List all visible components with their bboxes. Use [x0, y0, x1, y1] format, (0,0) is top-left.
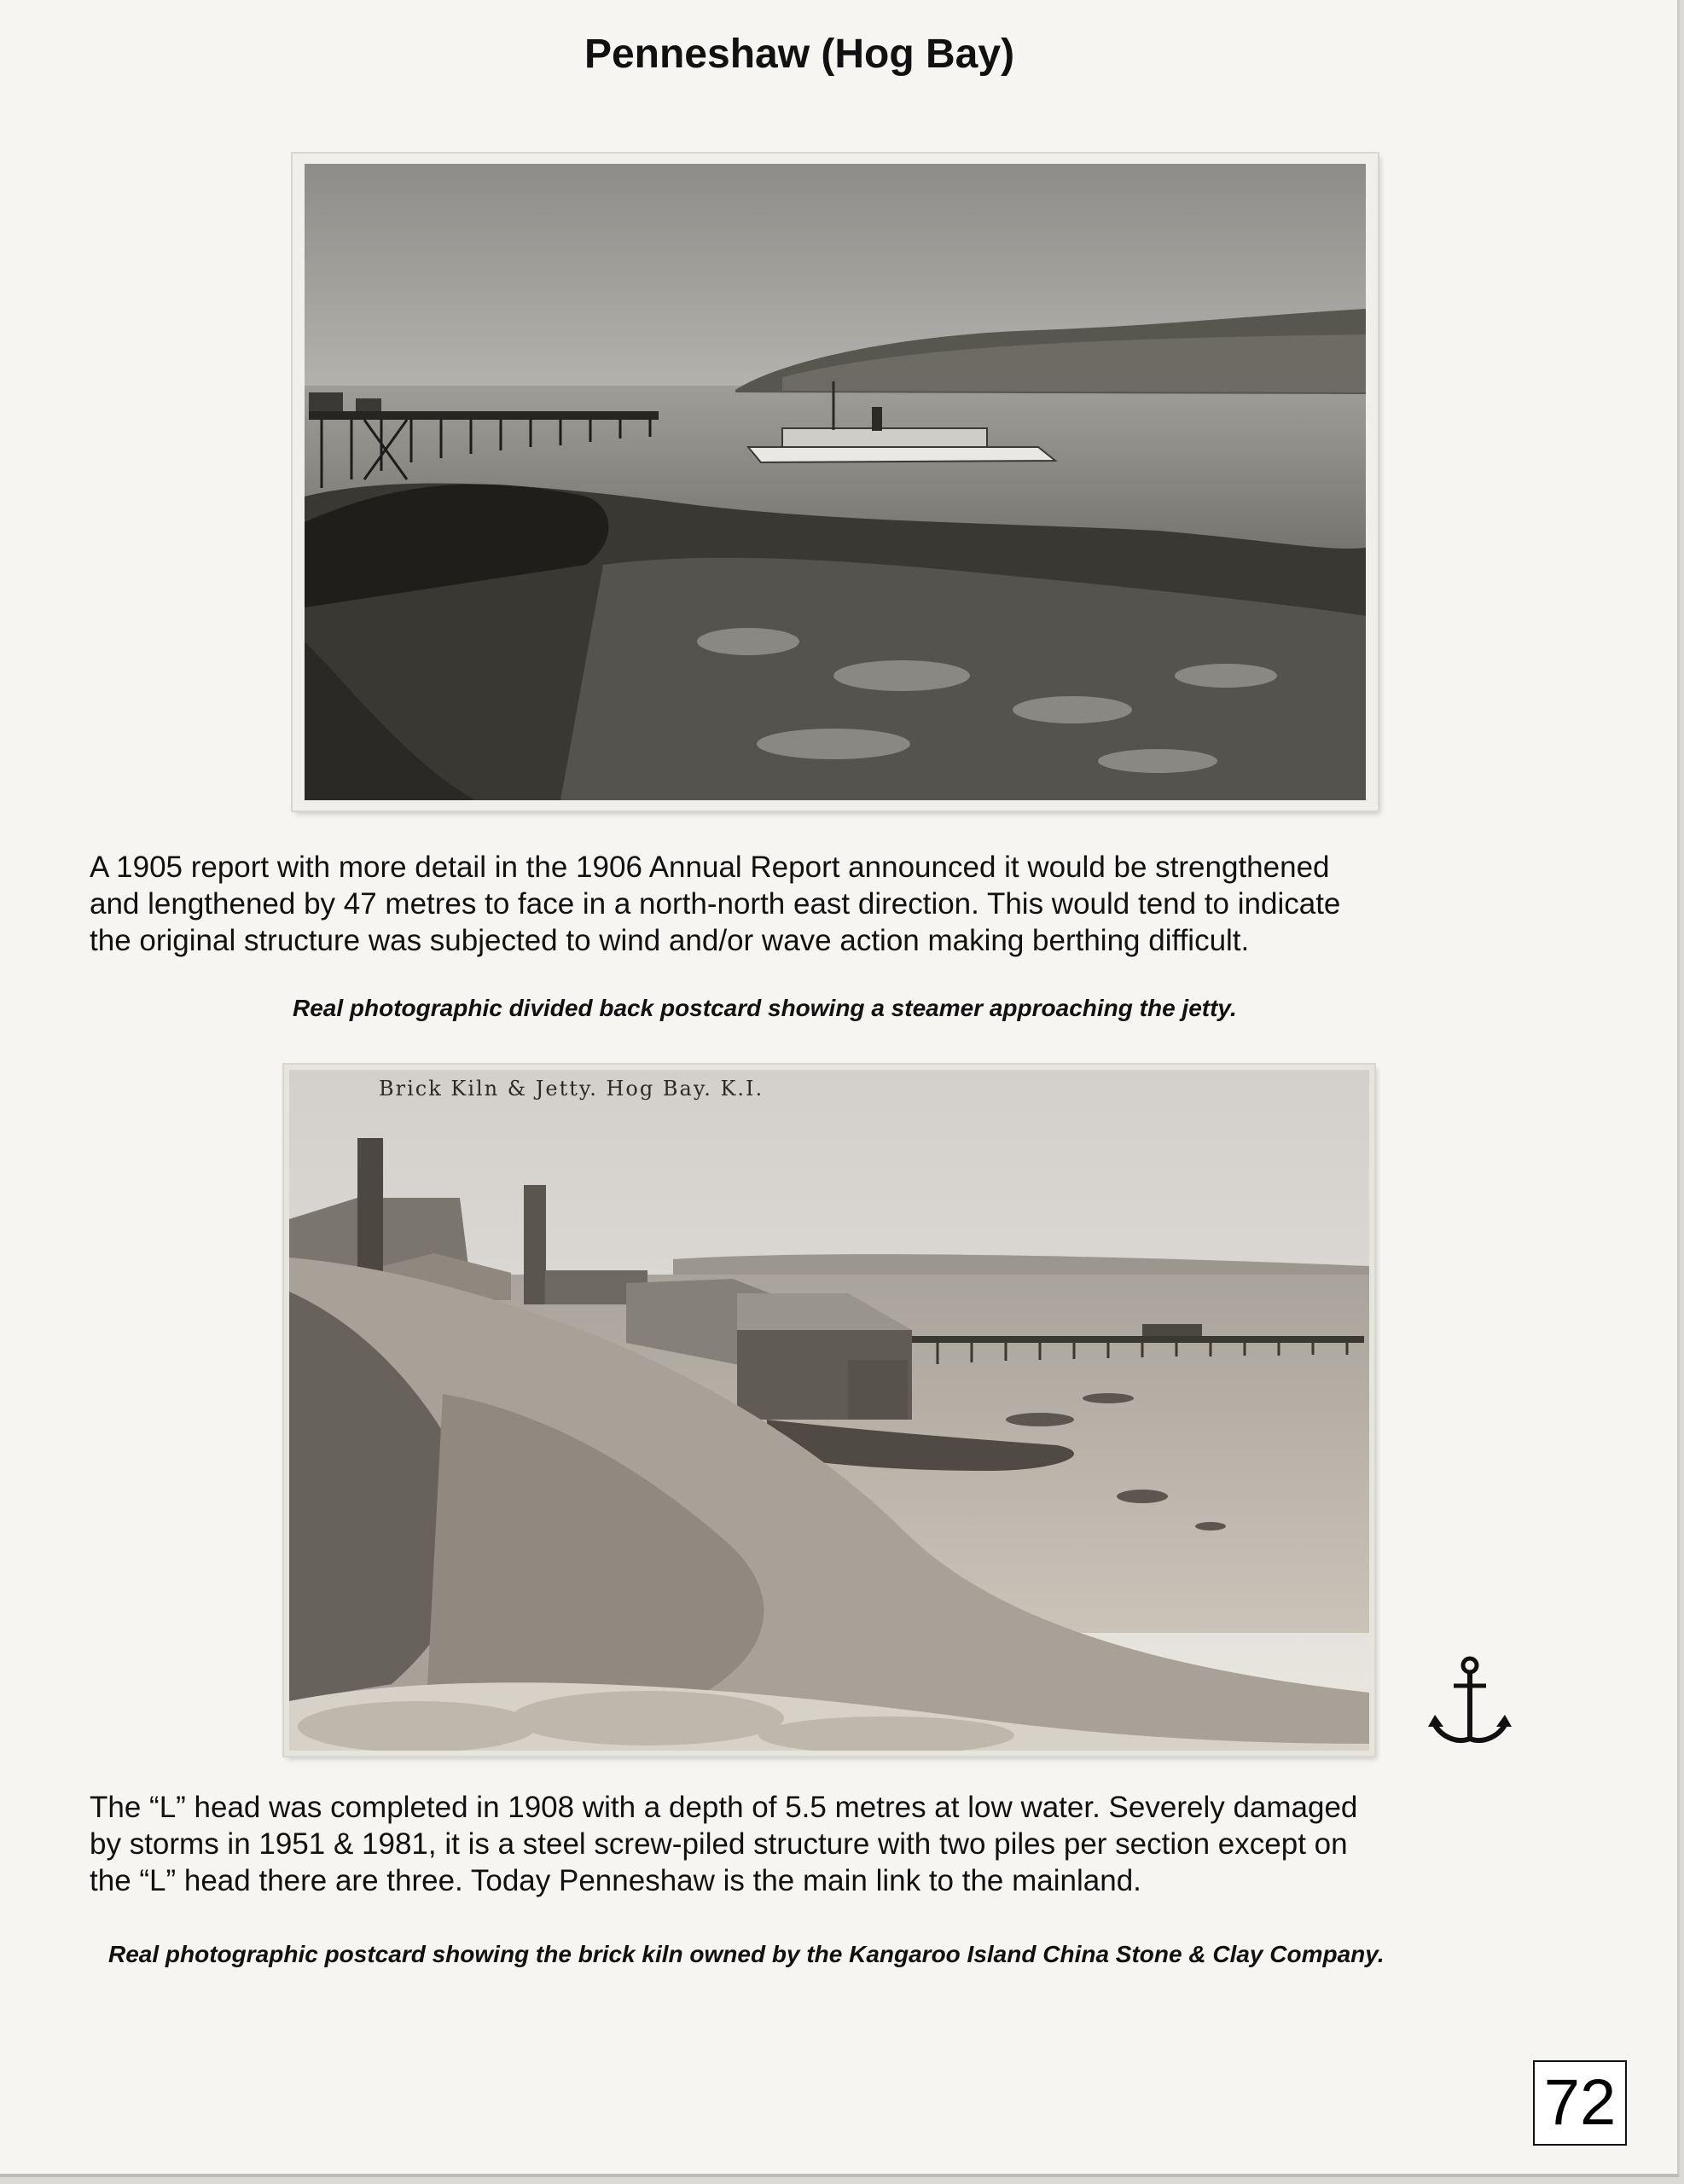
photo-printed-label: Brick Kiln & Jetty. Hog Bay. K.I.	[379, 1077, 764, 1101]
text-line: and lengthened by 47 metres to face in a north-north east direction. This would tend to indicate	[90, 887, 1341, 921]
photo-brick-kiln	[284, 1065, 1374, 1756]
text-line: The “L” head was completed in 1908 with a depth of 5.5 metres at low water. Severely damaged	[90, 1791, 1358, 1824]
text-line: A 1905 report with more detail in the 1906 Annual Report announced it would be strengthened	[90, 851, 1330, 884]
photo-steamer-jetty-image	[305, 164, 1366, 800]
page-title: Penneshaw (Hog Bay)	[584, 32, 1015, 77]
photo-brick-kiln-image	[289, 1070, 1369, 1751]
body-text-l-head	[90, 1789, 1608, 1899]
page-number: 72	[1533, 2060, 1627, 2146]
caption-steamer-postcard: Real photographic divided back postcard showing a steamer approaching the jetty.	[293, 995, 1237, 1021]
text-line: the original structure was subjected to wind and/or wave action making berthing difficult.	[90, 924, 1250, 957]
anchor-icon	[1423, 1655, 1517, 1749]
text-line: by storms in 1951 & 1981, it is a steel screw-piled structure with two piles per section except on	[90, 1827, 1348, 1861]
body-text-jetty-history	[90, 849, 1591, 959]
photo-steamer-jetty	[293, 154, 1378, 810]
caption-brick-kiln-postcard: Real photographic postcard showing the brick kiln owned by the Kangaroo Island China Stone & Clay Company.	[108, 1941, 1385, 1967]
text-line: the “L” head there are three. Today Penneshaw is the main link to the mainland.	[90, 1864, 1141, 1897]
